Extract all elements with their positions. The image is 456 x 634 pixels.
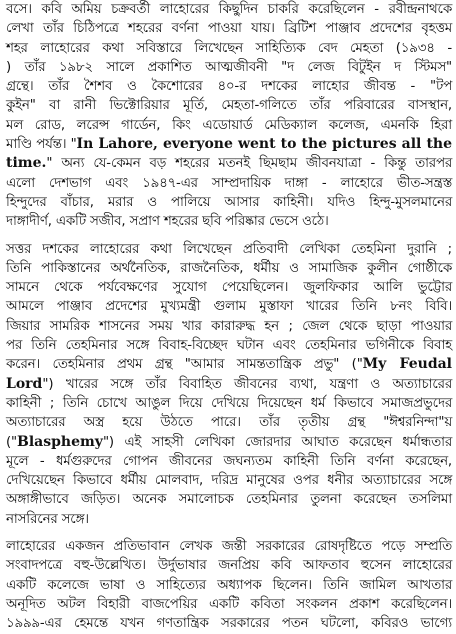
text-segment: জিয়ার সামরিক শাসনের সময় খার কারারুদ্ধ হন ; জেল থেকে ছাড়া পাওয়ার xyxy=(6,318,452,334)
text-line xyxy=(6,394,452,413)
text-line xyxy=(6,39,452,58)
text-line xyxy=(6,116,452,135)
english-quote-segment: My Feudal xyxy=(362,356,452,373)
text-segment: দেখিয়েছেন কিভাবে ধর্মীয় মোলবাদ, দরিদ্র মানুষের ওপর ধনীর অত্যাচারের সঙ্গে xyxy=(6,473,452,489)
text-line xyxy=(6,259,452,278)
text-line xyxy=(6,452,452,471)
text-segment: (" xyxy=(6,434,18,450)
text-segment: সংবাদপত্রে বহু-উল্লেখিত। উর্দুভাষার জনপ্রিয় কবি আফতাব হুসেন লাহোরের xyxy=(6,558,452,574)
text-segment: একটি কলেজে ভাষা ও সাহিত্যের অধ্যাপক ছিলেন। তিনি জামিল আখতার xyxy=(6,577,452,593)
english-quote-segment: In Lahore, everyone went to the pictures all the xyxy=(76,136,452,153)
text-segment: সত্তর দশকের লাহোরের কথা লিখেছেন প্রতিবাদী লেখিকা তেহমিনা দুরানি ; xyxy=(6,241,452,257)
text-line xyxy=(6,556,452,575)
text-line xyxy=(6,355,452,374)
text-segment: মাণ্ডি পর্যন্ত। " xyxy=(6,137,77,153)
paragraph xyxy=(6,537,452,633)
text-line xyxy=(6,576,452,595)
text-segment: ১৯৯৯-এর হেমন্তে যখন গণতান্ত্রিক সরকারের পতন ঘটলো, কবিরও ভাগ্যে xyxy=(6,616,452,632)
text-segment: তিনি পাকিস্তানের অর্থনৈতিক, রাজনৈতিক, ধর্মীয় ও সামাজিক কুলীন গোষ্ঠীকে xyxy=(6,260,452,276)
text-line xyxy=(6,336,452,355)
text-segment: ) তাঁর ১৯৮২ সালে প্রকাশিত আত্মজীবনী "দ লেজ বিটুইন দ স্টিমস" xyxy=(6,59,452,75)
text-line xyxy=(6,614,452,633)
text-line xyxy=(6,174,452,193)
document-page xyxy=(6,0,452,632)
text-segment: এলো দেশভাগ এবং ১৯৪৭-এর সাম্প্রদায়িক দাঙ্গা - লাহোরে ভীত-সন্ত্রস্ত xyxy=(6,175,452,191)
text-line xyxy=(6,193,452,212)
text-line xyxy=(6,433,452,452)
text-line xyxy=(6,537,452,556)
text-segment: মূলে - ধর্মগুরুদের গোপন জীবনের জঘন্যতম কাহিনী তিনি বর্ণনা করেছেন, xyxy=(6,453,452,469)
text-line xyxy=(6,278,452,297)
text-segment: ") এই সাহসী লেখিকা জোরদার আঘাত করেছেন ধর্মান্ধতার xyxy=(102,434,452,450)
text-segment: ") খারের সঙ্গে তাঁর বিবাহিত জীবনের ব্যথা, যন্ত্রণা ও অত্যাচারের xyxy=(42,376,452,392)
text-segment: অনূদিত অটল বিহারী বাজপেয়ির একটি কবিতা সংকলন প্রকাশ করেছিলেন। xyxy=(6,596,452,612)
text-line xyxy=(6,212,452,231)
text-line xyxy=(6,413,452,432)
text-line xyxy=(6,510,452,529)
english-quote-segment: Blasphemy xyxy=(17,433,103,450)
text-line xyxy=(6,595,452,614)
text-segment: দাঙ্গাদীর্ণ, একটি সজীব, সপ্রাণ শহরের ছবি পরিষ্কার ভেসে ওঠে। xyxy=(6,214,329,230)
text-segment: লেখা তাঁর চিঠিপত্রে শহরের বর্ণনা পাওয়া যায়। ব্রিটিশ পাঞ্জাব প্রদেশের বৃহত্তম xyxy=(6,21,452,37)
text-segment: করেন। তেহমিনার প্রথম গ্রন্থ "আমার সামন্ততান্ত্রিক প্রভু" (" xyxy=(6,357,363,373)
text-segment: কুইন" বা রানী ভিক্টোরিয়ার মূর্তি, মেহতা-গলিতে তাঁর পরিবারের বাসস্থান, xyxy=(6,98,452,114)
text-segment: নাসরিনের সঙ্গে। xyxy=(6,511,89,527)
text-segment: " অন্য যে-কেমন বড় শহরের মতনই ছিমছাম জীবনযাত্রা - কিন্তু তারপর xyxy=(46,156,452,172)
text-segment: অঙ্গাঙ্গীভাবে জড়িত। অনেক সমালোচক তেহমিনার তুলনা করেছেন তসলিমা xyxy=(6,492,452,508)
text-segment: সামনে থেকে পর্যবেক্ষণের সুযোগ পেয়েছিলেন। জুলফিকার আলি ভুট্টোর xyxy=(6,280,452,296)
text-line xyxy=(6,154,452,173)
english-quote-segment: Lord xyxy=(6,375,43,392)
text-segment: লাহোরের একজন প্রতিভাবান লেখক জন্তী সরকারের রোষদৃষ্টিতে পড়ে সম্প্রতি xyxy=(6,539,452,555)
text-line xyxy=(6,297,452,316)
text-segment: শহর লাহোরের কথা সবিস্তারে লিখেছেন সাহিত্যিক বেদ মেহতা (১৯৩৪ - xyxy=(6,40,452,56)
text-segment: গ্রন্থে। তাঁর শৈশব ও কৈশোরের ৪০-র দশকের লাহোর জীবন্ত - "টপ xyxy=(6,79,452,95)
text-segment: কাহিনী ; তিনি চোখে আঙুল দিয়ে দেখিয়ে দিয়েছেন ধর্ম কিভাবে সমাজপ্রভুদের xyxy=(6,395,452,411)
paragraph-spacer xyxy=(6,232,452,240)
text-line xyxy=(6,19,452,38)
text-segment: অত্যাচারের অস্ত্র হয়ে উঠতে পারে। তাঁর তৃতীয় গ্রন্থ "ঈশ্বরনিন্দা"য় xyxy=(6,415,452,431)
text-line xyxy=(6,135,452,154)
paragraph xyxy=(6,0,452,232)
paragraph xyxy=(6,240,452,529)
text-line xyxy=(6,77,452,96)
text-segment: হিন্দুদের বাঁচার, মরার ও পালিয়ে আসার কাহিনী। যদিও হিন্দু-মুসলমানের xyxy=(6,194,452,210)
text-segment: আমলে পাঞ্জাব প্রদেশের মুখ্যমন্ত্রী গুলাম মুস্তাফা খারের তিনি ৮নং বিবি। xyxy=(6,299,452,315)
text-line xyxy=(6,0,452,19)
text-segment: বসে। কবি অমিয় চক্রবর্তী লাহোরের কিছুদিন চাকরি করেছিলেন - রবীন্দ্রনাথকে xyxy=(6,2,452,17)
text-line xyxy=(6,490,452,509)
text-line xyxy=(6,96,452,115)
text-segment: পর তিনি তেহমিনার সঙ্গে বিবাহ-বিচ্ছেদ ঘটান এবং তেহমিনার ভগিনীকে বিবাহ xyxy=(6,338,452,354)
paragraph-spacer xyxy=(6,529,452,537)
text-line xyxy=(6,240,452,259)
text-line xyxy=(6,375,452,394)
text-segment: মল রোড, লরেন্স গার্ডেন, কিং এডোয়ার্ড মেডিক্যাল কলেজ, এমনকি হিরা xyxy=(6,117,452,133)
text-line xyxy=(6,471,452,490)
text-line xyxy=(6,58,452,77)
english-quote-segment: time. xyxy=(6,155,47,172)
text-line xyxy=(6,317,452,336)
